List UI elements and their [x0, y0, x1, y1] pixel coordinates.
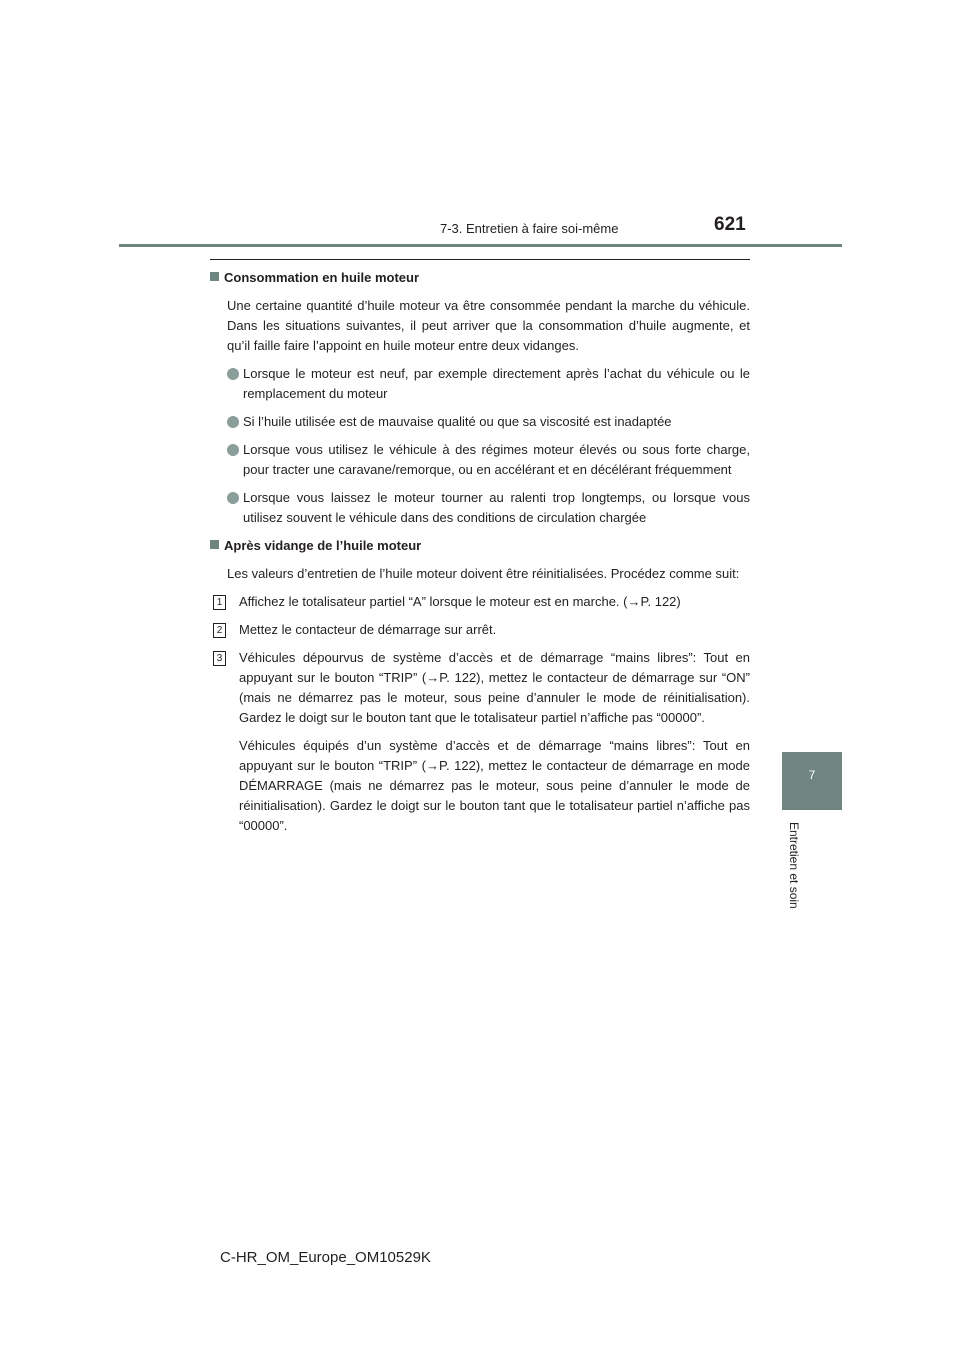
circle-bullet-icon	[227, 368, 239, 380]
procedure-step	[213, 592, 750, 612]
step-text	[239, 620, 496, 640]
section-heading-text: Consommation en huile moteur	[224, 270, 420, 285]
list-item	[227, 412, 750, 432]
section-rule	[210, 259, 750, 260]
chapter-number: 7	[808, 768, 816, 782]
list-item-text: Lorsque le moteur est neuf, par exemple directement après l’achat du véhicule ou le remplacement du moteur	[243, 366, 750, 401]
section-heading	[210, 268, 750, 288]
procedure-step	[213, 620, 750, 640]
list-item-text: Lorsque vous laissez le moteur tourner au ralenti trop longtemps, ou lorsque vous utilisez souvent le véhicule dans des conditions de circulation chargée	[243, 490, 750, 525]
list-item	[227, 488, 750, 528]
page-number: 621	[714, 214, 746, 235]
step-number-box: 1	[213, 595, 226, 610]
section-intro: Les valeurs d’entretien de l’huile moteur doivent être réinitialisées. Procédez comme suit:	[227, 566, 740, 581]
document-code: C-HR_OM_Europe_OM10529K	[220, 1249, 431, 1266]
section-heading-text: Après vidange de l’huile moteur	[224, 538, 422, 553]
step-paragraph: Mettez le contacteur de démarrage sur arrêt.	[239, 622, 497, 637]
header-rule	[119, 244, 842, 247]
section-heading	[210, 536, 750, 556]
step-paragraph: Véhicules équipés d’un système d’accès et de démarrage “mains libres”: Tout en appuyant sur le bouton “TRIP” (→P. 122), mettez le contacteur de démarrage en mode DÉMARRAGE (mais ne démarrez pas le moteur, sous peine d’annuler le mode de réinitialisation). Gardez le doigt sur le bouton tant que le totalisateur partiel n’affiche pas “00000”.	[239, 738, 750, 833]
step-paragraph: Affichez le totalisateur partiel “A” lorsque le moteur est en marche. (→P. 122)	[239, 594, 681, 609]
page-content	[210, 268, 750, 844]
step-number-box: 2	[213, 623, 226, 638]
list-item-text: Lorsque vous utilisez le véhicule à des régimes moteur élevés ou sous forte charge, pour tracter une caravane/remorque, ou en accélérant et en décélérant fréquemment	[243, 442, 750, 477]
step-paragraph: Véhicules dépourvus de système d’accès et de démarrage “mains libres”: Tout en appuyant sur le bouton “TRIP” (→P. 122), mettez le contacteur de démarrage sur “ON” (mais ne démarrez pas le moteur, sous peine d’annuler le mode de réinitialisation). Gardez le doigt sur le bouton tant que le totalisateur partiel n’affiche pas “00000”.	[239, 650, 750, 725]
list-item-text: Si l’huile utilisée est de mauvaise qualité ou que sa viscosité est inadaptée	[243, 414, 672, 429]
chapter-title: Entretien et soin	[787, 822, 801, 909]
square-bullet-icon	[210, 540, 219, 549]
list-item	[227, 364, 750, 404]
procedure-step	[213, 648, 750, 836]
circle-bullet-icon	[227, 492, 239, 504]
step-number-box: 3	[213, 651, 226, 666]
circle-bullet-icon	[227, 444, 239, 456]
list-item	[227, 440, 750, 480]
running-header-section: 7-3. Entretien à faire soi-même	[440, 221, 619, 236]
section-intro: Une certaine quantité d’huile moteur va être consommée pendant la marche du véhicule. Dans les situations suivantes, il peut arriver que la consommation d’huile augmente, et qu’il faille faire l’appoint en huile moteur entre deux vidanges.	[227, 298, 750, 353]
step-text	[239, 648, 750, 836]
square-bullet-icon	[210, 272, 219, 281]
step-text	[239, 592, 681, 612]
circle-bullet-icon	[227, 416, 239, 428]
